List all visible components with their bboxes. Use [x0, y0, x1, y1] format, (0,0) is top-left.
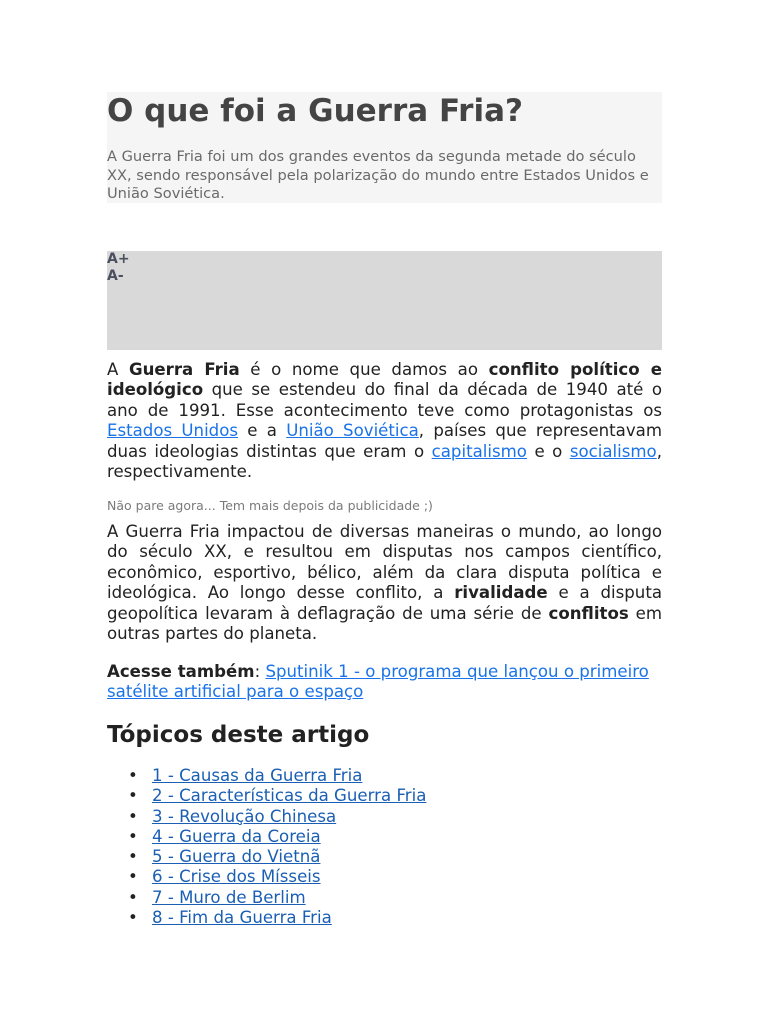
- bold-term: conflito político e ideológico: [107, 360, 662, 400]
- text: A Guerra Fria impactou de diversas maneiras o mundo, ao longo do século XX, e resultou em disputas nos campos científico, econômico, esportivo, bélico, além da clara disputa política e ideológica. Ao longo desse conflito, a: [107, 522, 662, 603]
- topics-heading: Tópicos deste artigo: [107, 722, 370, 748]
- decrease-font-button[interactable]: A-: [107, 268, 124, 284]
- increase-font-button[interactable]: A+: [107, 251, 130, 267]
- list-item: [107, 847, 426, 867]
- see-also: [107, 662, 662, 703]
- topic-link[interactable]: 7 - Muro de Berlim: [152, 887, 306, 907]
- topic-link[interactable]: 5 - Guerra do Vietnã: [152, 847, 321, 867]
- text: e a disputa geopolítica levaram à deflagração de uma série de: [107, 583, 662, 623]
- text: e a: [238, 421, 287, 441]
- text: , países que representavam duas ideologias distintas que eram o: [107, 421, 663, 461]
- bullet-icon: •: [128, 786, 138, 806]
- list-item: [107, 766, 426, 786]
- bullet-icon: •: [128, 826, 138, 846]
- list-item: [107, 786, 426, 806]
- bold-term: Guerra Fria: [128, 360, 240, 379]
- topic-link[interactable]: 3 - Revolução Chinesa: [152, 806, 337, 826]
- bullet-icon: •: [128, 806, 138, 826]
- topic-link[interactable]: 2 - Características da Guerra Fria: [152, 786, 427, 806]
- topic-link[interactable]: 1 - Causas da Guerra Fria: [152, 766, 363, 785]
- text: que se estendeu do final da década de 1940 até o ano de 1991. Esse acontecimento teve como protagonistas os: [107, 380, 662, 420]
- text: e o: [526, 441, 570, 461]
- topics-list: [107, 766, 426, 928]
- link-capitalismo[interactable]: capitalismo: [431, 441, 527, 461]
- bullet-icon: •: [128, 908, 138, 928]
- article-subtitle: A Guerra Fria foi um dos grandes eventos da segunda metade do século XX, sendo responsável pela polarização do mundo entre Estados Unidos e União Soviética.: [107, 148, 649, 202]
- link-sputnik-article[interactable]: Sputinik 1 - o programa que lançou o primeiro satélite artificial para o espaço: [107, 662, 649, 702]
- text: , respectivamente.: [107, 441, 662, 482]
- ad-notice: Não pare agora... Tem mais depois da publicidade ;): [107, 498, 433, 513]
- link-estados-unidos[interactable]: Estados Unidos: [107, 421, 239, 441]
- link-uniao-sovietica[interactable]: União Soviética: [286, 421, 419, 441]
- list-item: [107, 807, 426, 827]
- list-item: [107, 827, 426, 847]
- bullet-icon: •: [128, 766, 138, 785]
- link-socialismo[interactable]: socialismo: [569, 441, 657, 461]
- page-title: O que foi a Guerra Fria?: [107, 93, 523, 129]
- list-item: [107, 908, 426, 928]
- text: :: [254, 662, 266, 681]
- topic-link[interactable]: 6 - Crise dos Mísseis: [152, 867, 321, 887]
- bullet-icon: •: [128, 847, 138, 867]
- list-item: [107, 888, 426, 908]
- bold-term: rivalidade: [454, 583, 548, 603]
- topic-link[interactable]: 8 - Fim da Guerra Fria: [152, 908, 332, 928]
- bold-term: conflitos: [548, 603, 629, 623]
- topic-link[interactable]: 4 - Guerra da Coreia: [152, 826, 321, 846]
- text: em outras partes do planeta.: [107, 603, 662, 644]
- font-size-controls: [107, 251, 662, 350]
- body-paragraph: [107, 522, 662, 644]
- list-item: [107, 867, 426, 887]
- intro-paragraph: [107, 360, 662, 482]
- text: A: [107, 360, 129, 379]
- see-also-label: Acesse também: [107, 662, 255, 681]
- bullet-icon: •: [128, 887, 138, 907]
- bullet-icon: •: [128, 867, 138, 887]
- text: é o nome que damos ao: [239, 360, 489, 379]
